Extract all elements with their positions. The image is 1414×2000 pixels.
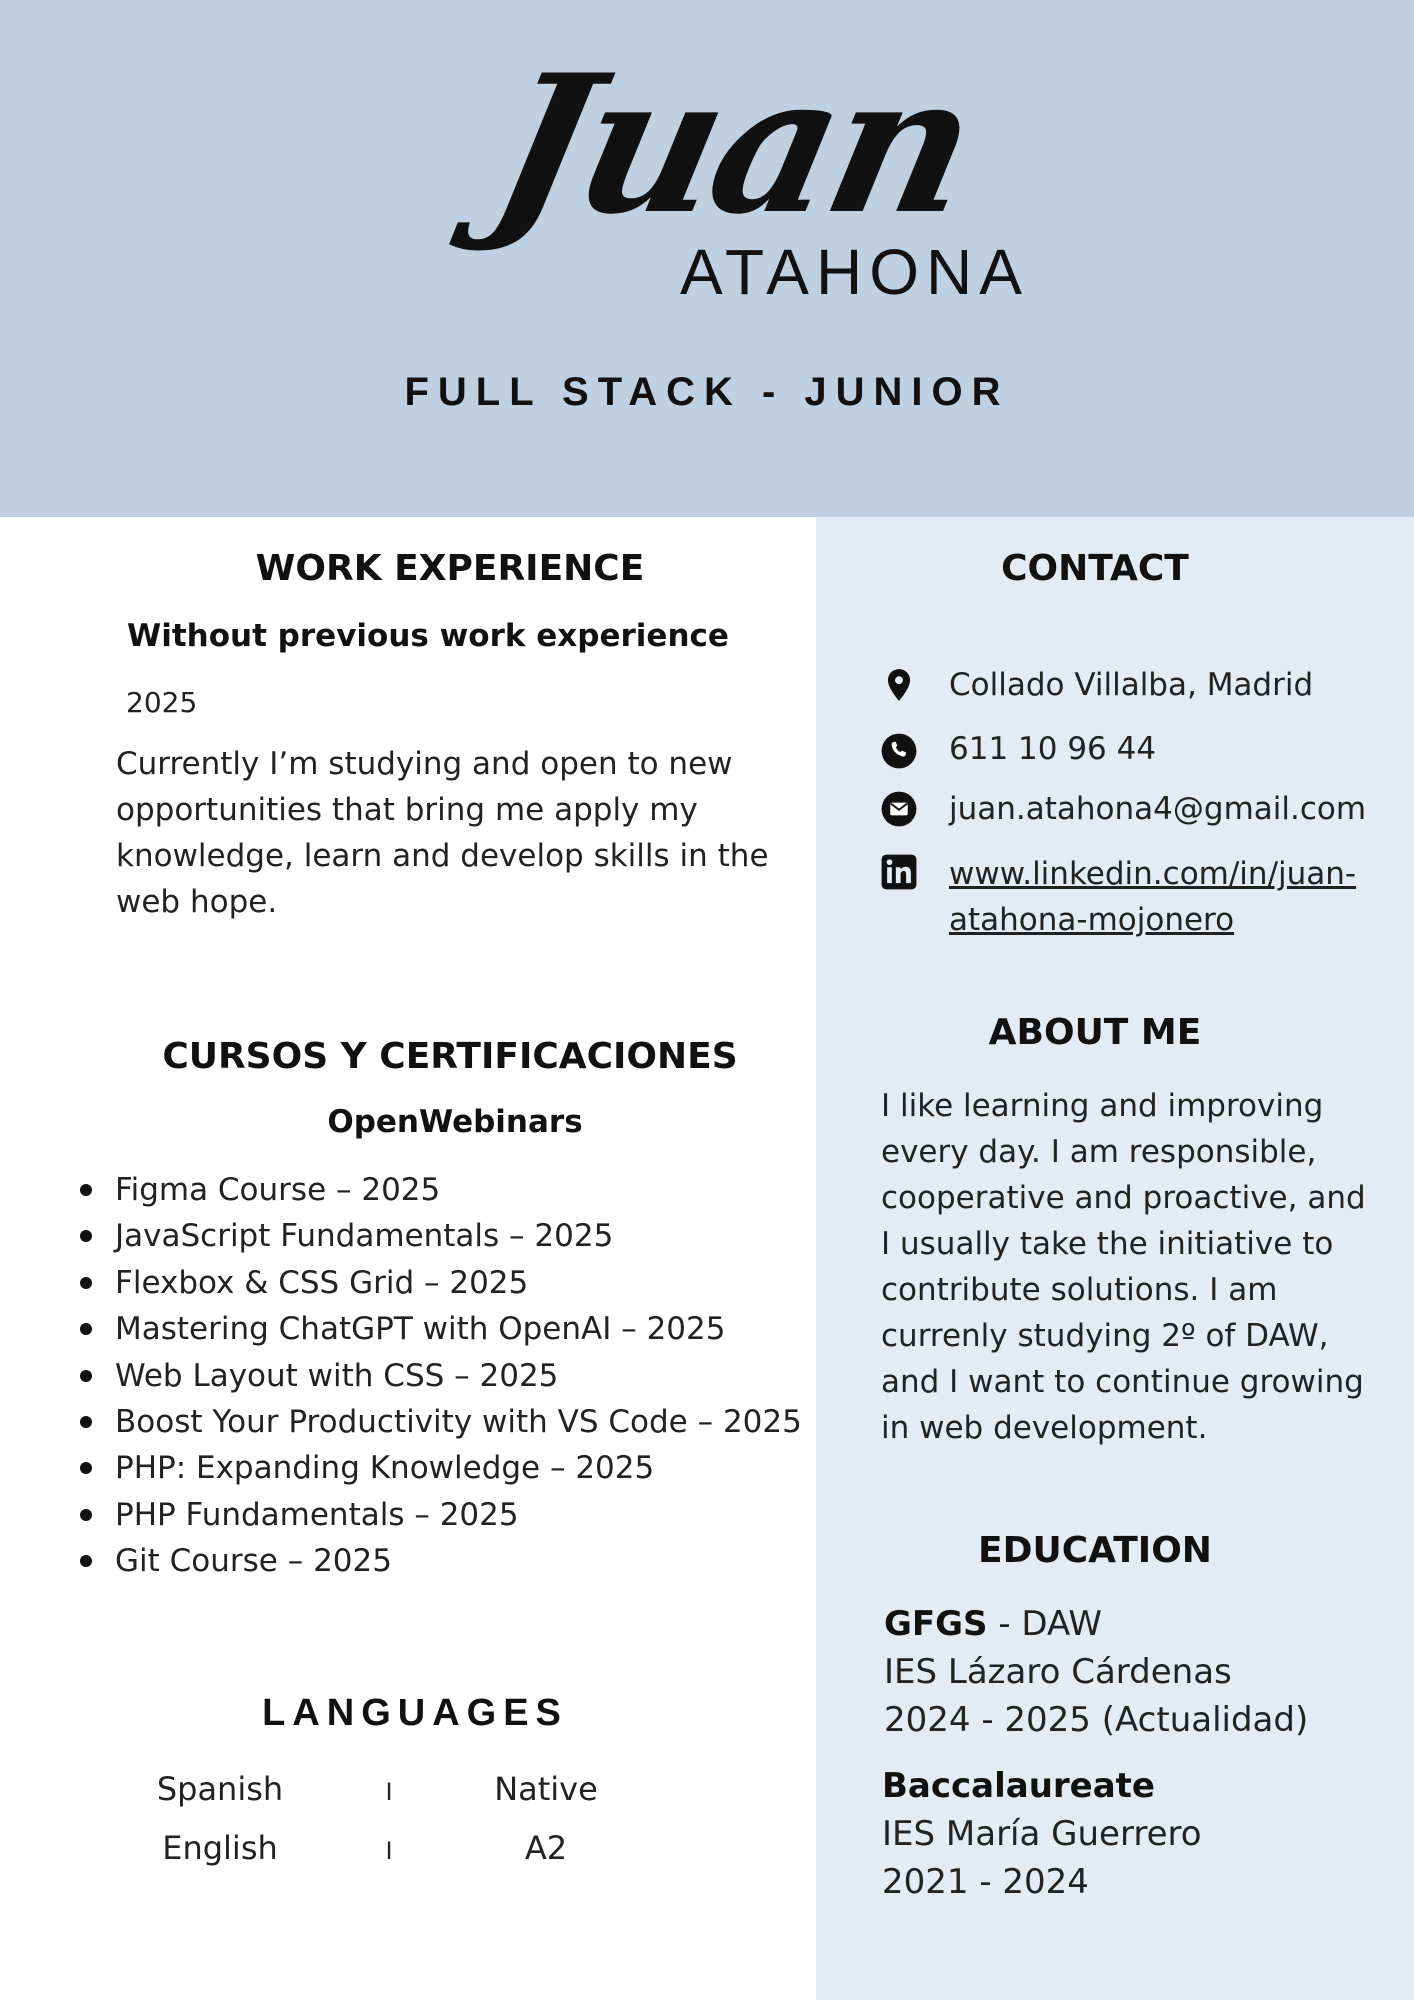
- education-school: IES Lázaro Cárdenas: [884, 1652, 1232, 1692]
- education-degree-abbr: GFGS: [884, 1604, 988, 1644]
- language-name: Spanish: [156, 1770, 284, 1808]
- education-degree: [884, 1600, 1102, 1648]
- bullet-icon: [80, 1184, 92, 1196]
- language-row: [0, 1770, 816, 1820]
- work-description-line: opportunities that bring me apply my: [116, 792, 698, 828]
- phone-text: 611 10 96 44: [949, 731, 1157, 767]
- list-item: Figma Course – 2025: [80, 1167, 802, 1213]
- list-item: JavaScript Fundamentals – 2025: [80, 1213, 802, 1259]
- courses-list: [80, 1167, 802, 1585]
- education-heading: EDUCATION: [978, 1530, 1212, 1571]
- languages-heading: LANGUAGES: [262, 1692, 568, 1734]
- education-years: 2024 - 2025 (Actualidad): [884, 1700, 1309, 1740]
- bullet-icon: [80, 1230, 92, 1242]
- work-position: Without previous work experience: [127, 618, 729, 654]
- last-name: ATAHONA: [680, 236, 1029, 308]
- education-degree: Baccalaureate: [882, 1766, 1155, 1806]
- first-name-signature: Juan: [476, 33, 990, 256]
- about-line: and I want to continue growing: [881, 1364, 1364, 1400]
- language-level: A2: [524, 1829, 568, 1867]
- about-line: cooperative and proactive, and: [881, 1180, 1366, 1216]
- list-item: Boost Your Productivity with VS Code – 2025: [80, 1399, 802, 1445]
- language-separator: I: [385, 1837, 393, 1865]
- bullet-icon: [80, 1416, 92, 1428]
- list-item: Web Layout with CSS – 2025: [80, 1353, 802, 1399]
- bullet-icon: [80, 1277, 92, 1289]
- language-level: Native: [494, 1770, 598, 1808]
- about-line: in web development.: [881, 1410, 1208, 1446]
- email-text[interactable]: juan.atahona4@gmail.com: [949, 791, 1367, 827]
- education-years: 2021 - 2024: [882, 1862, 1089, 1902]
- linkedin-icon: [880, 853, 918, 891]
- work-description-line: Currently I’m studying and open to new: [116, 746, 733, 782]
- list-item: PHP: Expanding Knowledge – 2025: [80, 1445, 802, 1491]
- about-line: I like learning and improving: [881, 1088, 1324, 1124]
- language-separator: I: [385, 1778, 393, 1806]
- work-year: 2025: [126, 686, 198, 719]
- about-text: [881, 1083, 1366, 1451]
- work-description-line: web hope.: [116, 884, 278, 920]
- linkedin-link-line-1[interactable]: www.linkedin.com/in/juan-: [949, 856, 1357, 892]
- email-icon: [880, 790, 918, 828]
- about-line: I usually take the initiative to: [881, 1226, 1334, 1262]
- work-description: [116, 741, 769, 925]
- job-title: FULL STACK - JUNIOR: [404, 370, 1010, 414]
- language-name: English: [162, 1829, 278, 1867]
- bullet-icon: [80, 1370, 92, 1382]
- education-degree-rest: - DAW: [987, 1604, 1103, 1644]
- about-line: every day. I am responsible,: [881, 1134, 1317, 1170]
- bullet-icon: [80, 1555, 92, 1567]
- list-item: Mastering ChatGPT with OpenAI – 2025: [80, 1306, 802, 1352]
- about-line: contribute solutions. I am: [881, 1272, 1278, 1308]
- bullet-icon: [80, 1462, 92, 1474]
- about-heading: ABOUT ME: [988, 1012, 1202, 1053]
- courses-provider: OpenWebinars: [327, 1104, 583, 1140]
- location-pin-icon: [880, 666, 918, 704]
- contact-heading: CONTACT: [1001, 548, 1189, 589]
- list-item: Flexbox & CSS Grid – 2025: [80, 1260, 802, 1306]
- about-line: currenly studying 2º of DAW,: [881, 1318, 1329, 1354]
- language-row: [0, 1829, 816, 1879]
- list-item: Git Course – 2025: [80, 1538, 802, 1584]
- courses-heading: CURSOS Y CERTIFICACIONES: [162, 1036, 738, 1077]
- bullet-icon: [80, 1509, 92, 1521]
- work-experience-heading: WORK EXPERIENCE: [255, 548, 645, 589]
- list-item: PHP Fundamentals – 2025: [80, 1492, 802, 1538]
- phone-icon: [880, 732, 918, 770]
- location-text: Collado Villalba, Madrid: [949, 667, 1314, 703]
- work-description-line: knowledge, learn and develop skills in the: [116, 838, 769, 874]
- linkedin-link-line-2[interactable]: atahona-mojonero: [949, 902, 1235, 938]
- bullet-icon: [80, 1323, 92, 1335]
- education-school: IES María Guerrero: [882, 1814, 1202, 1854]
